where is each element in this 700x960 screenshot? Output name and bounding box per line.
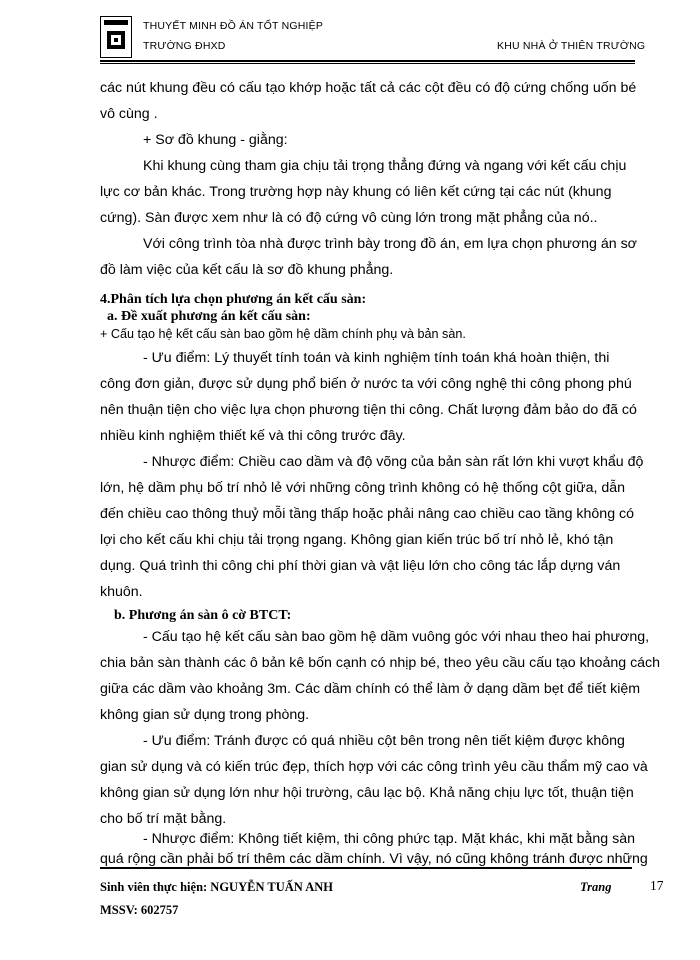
text-line: lớn, hệ dầm phụ bố trí nhỏ lẻ với những công trình không có hệ thống cột giữa, dẫn [100, 480, 626, 496]
text-line: Với công trình tòa nhà được trình bày trong đồ án, em lựa chọn phương án sơ [143, 236, 637, 252]
text-line: quá rộng cần phải bố trí thêm các dầm chính. Vì vậy, nó cũng không tránh được những [100, 851, 648, 867]
footer-page-label: Trang [580, 880, 612, 894]
text-line: khuôn. [100, 584, 143, 600]
text-line: công đơn giản, được sử dụng phổ biến ở nước ta với công nghệ thi công phong phú [100, 376, 632, 392]
text-line: - Cấu tạo hệ kết cấu sàn bao gồm hệ dầm vuông góc với nhau theo hai phương, [143, 629, 650, 645]
text-line: - Ưu điểm: Lý thuyết tính toán và kinh nghiệm tính toán khá hoàn thiện, thi [143, 350, 610, 366]
text-line: - Nhược điểm: Chiều cao dầm và độ võng của bản sàn rất lớn khi vượt khẩu độ [143, 454, 644, 470]
footer-mssv: MSSV: 602757 [100, 903, 179, 917]
text-line: lực cơ bản khác. Trong trường hợp này khung có liên kết cứng tại các nút (khung [100, 184, 612, 200]
text-line: - Ưu điểm: Tránh được có quá nhiều cột bên trong nên tiết kiệm được không [143, 733, 625, 749]
text-line: chia bản sàn thành các ô bản kê bốn cạnh có nhịp bé, theo yêu cầu cấu tạo khoảng cách [100, 655, 661, 671]
text-line: giữa các dầm vào khoảng 3m. Các dầm chính có thể làm ở dạng dầm bẹt để tiết kiệm [100, 681, 641, 697]
footer-rule [100, 867, 632, 869]
text-line: cho bố trí mặt bằng. [100, 811, 227, 827]
text-line: + Cấu tạo hệ kết cấu sàn bao gồm hệ dầm chính phụ và bản sàn. [100, 327, 466, 341]
footer-student: Sinh viên thực hiện: NGUYỄN TUẤN ANH [100, 880, 334, 894]
text-line: nên thuận tiện cho việc lựa chọn phương tiện thi công. Chất lượng đảm bảo do đã có [100, 402, 637, 418]
page-number: 17 [650, 878, 664, 893]
university-logo [100, 16, 132, 58]
text-line: lợi cho kết cấu khi chịu tải trọng ngang. Không gian kiến trúc bố trí nhỏ lẻ, khó tận [100, 532, 614, 548]
header-rule [100, 60, 635, 62]
text-line: - Nhược điểm: Không tiết kiệm, thi công phức tạp. Mặt khác, khi mặt bằng sàn [143, 831, 635, 847]
text-line: Khi khung cùng tham gia chịu tải trọng thẳng đứng và ngang với kết cấu chịu [143, 158, 627, 174]
subsection-heading: b. Phương án sàn ô cờ BTCT: [114, 608, 292, 623]
text-line: các nút khung đều có cấu tạo khớp hoặc tất cả các cột đều có độ cứng chống uốn bé [100, 80, 637, 96]
text-line: đồ làm việc của kết cấu là sơ đồ khung phẳng. [100, 262, 394, 278]
text-line: + Sơ đồ khung - giằng: [143, 132, 288, 148]
text-line: đến chiều cao thông thuỷ mỗi tầng thấp hoặc phải nâng cao chiều cao tầng không có [100, 506, 635, 522]
header-rule-thin [100, 63, 635, 64]
text-line: vô cùng . [100, 106, 158, 122]
text-line: không gian sử dụng lớn như hội trường, câu lạc bộ. Khả năng chịu lực tốt, thuận tiện [100, 785, 634, 801]
text-line: dụng. Quá trình thi công chi phí thời gian và vật liệu lớn cho công tác lắp dựng ván [100, 558, 621, 574]
header-school: TRƯỜNG ĐHXD [143, 40, 226, 52]
header-project: KHU NHÀ Ở THIÊN TRƯỜNG [497, 40, 646, 52]
subsection-heading: a. Đề xuất phương án kết cấu sàn: [107, 309, 311, 324]
text-line: nhiều kinh nghiệm thiết kế và thi công trước đây. [100, 428, 406, 444]
text-line: cứng). Sàn được xem như là có độ cứng vô cùng lớn trong mặt phẳng của nó.. [100, 210, 598, 226]
text-line: không gian sử dụng trong phòng. [100, 707, 310, 723]
text-line: gian sử dụng và có kiến trúc đẹp, thích hợp với các công trình yêu cầu thẩm mỹ cao và [100, 759, 648, 775]
section-heading: 4.Phân tích lựa chọn phương án kết cấu sàn: [100, 292, 367, 307]
header-title: THUYẾT MINH ĐỒ ÁN TỐT NGHIỆP [143, 20, 324, 32]
